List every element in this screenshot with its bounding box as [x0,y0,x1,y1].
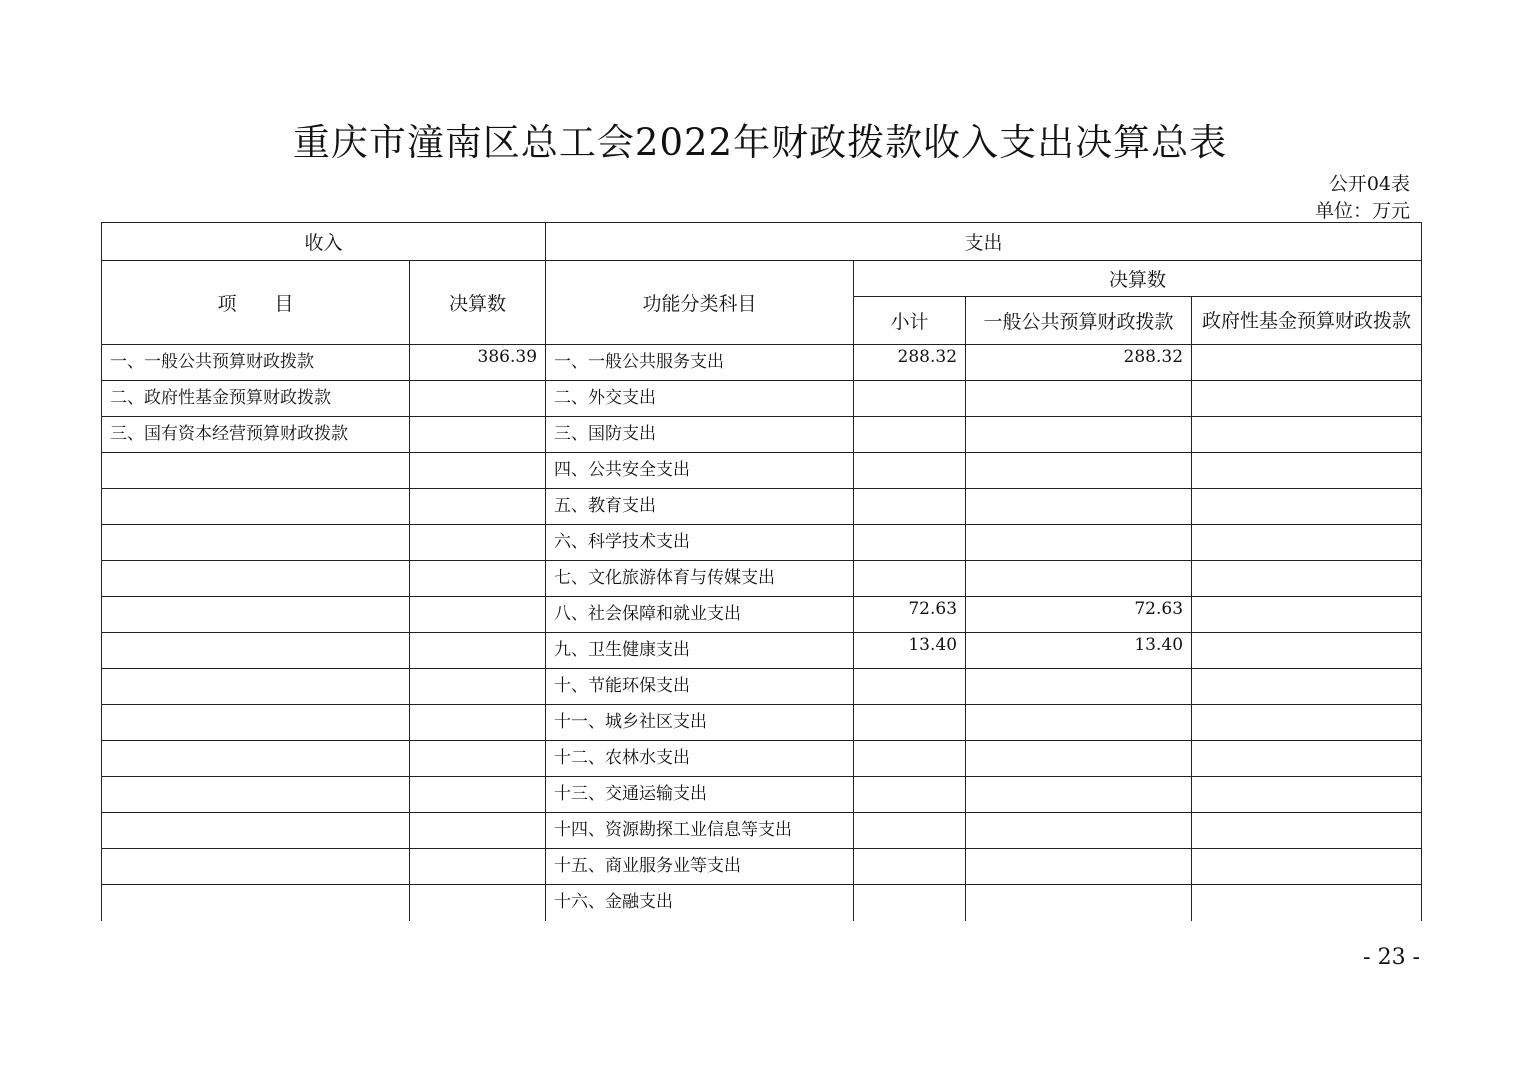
function-header: 功能分类科目 [546,261,854,345]
function-cell: 十、节能环保支出 [546,669,854,705]
income-value-cell [410,525,546,561]
unit-label: 单位：万元 [1314,200,1410,222]
income-item-cell [102,777,410,813]
function-cell: 十六、金融支出 [546,885,854,921]
income-item-cell [102,705,410,741]
fund-cell [1192,417,1422,453]
function-cell: 十五、商业服务业等支出 [546,849,854,885]
function-cell: 一、一般公共服务支出 [546,345,854,381]
subtotal-cell [854,777,966,813]
general-cell [966,561,1192,597]
function-cell: 七、文化旅游体育与传媒支出 [546,561,854,597]
fund-cell [1192,453,1422,489]
subtotal-cell [854,489,966,525]
subtotal-cell [854,705,966,741]
function-cell: 八、社会保障和就业支出 [546,597,854,633]
function-cell: 四、公共安全支出 [546,453,854,489]
income-value-cell [410,417,546,453]
subtotal-cell: 288.32 [854,345,966,381]
income-value-cell: 386.39 [410,345,546,381]
function-cell: 三、国防支出 [546,417,854,453]
table-row [102,417,1422,453]
general-header: 一般公共预算财政拨款 [966,297,1192,345]
fund-cell [1192,741,1422,777]
table-row [102,453,1422,489]
fund-cell [1192,669,1422,705]
fund-cell [1192,597,1422,633]
table-row [102,669,1422,705]
subtotal-cell [854,669,966,705]
table-row [102,381,1422,417]
table-row [102,885,1422,921]
general-cell [966,417,1192,453]
table-row [102,561,1422,597]
table-row [102,741,1422,777]
income-value-cell [410,813,546,849]
subtotal-cell [854,849,966,885]
fund-cell [1192,813,1422,849]
income-item-cell [102,849,410,885]
subtotal-cell [854,561,966,597]
function-cell: 十四、资源勘探工业信息等支出 [546,813,854,849]
general-cell [966,849,1192,885]
fund-cell [1192,849,1422,885]
amount-header: 决算数 [410,261,546,345]
general-cell [966,489,1192,525]
subtotal-cell [854,417,966,453]
table-row [102,813,1422,849]
function-cell: 十二、农林水支出 [546,741,854,777]
general-cell [966,669,1192,705]
function-cell: 二、外交支出 [546,381,854,417]
budget-table [101,222,1422,921]
income-item-cell [102,741,410,777]
income-value-cell [410,561,546,597]
income-value-cell [410,597,546,633]
general-cell [966,777,1192,813]
function-cell: 六、科学技术支出 [546,525,854,561]
general-cell: 13.40 [966,633,1192,669]
table-row [102,597,1422,633]
subtotal-cell [854,885,966,921]
subtotal-cell: 72.63 [854,597,966,633]
income-value-cell [410,633,546,669]
income-item-cell [102,633,410,669]
income-value-cell [410,849,546,885]
function-cell: 五、教育支出 [546,489,854,525]
subtotal-cell [854,741,966,777]
page-title: 重庆市潼南区总工会2022年财政拨款收入支出决算总表 [292,121,1228,164]
subtotal-cell [854,813,966,849]
general-cell [966,525,1192,561]
page-number: - 23 - [1363,945,1420,970]
fund-cell [1192,345,1422,381]
table-row [102,705,1422,741]
table-row [102,777,1422,813]
subtotal-cell [854,525,966,561]
general-cell [966,813,1192,849]
income-item-cell [102,885,410,921]
income-value-cell [410,489,546,525]
income-item-cell [102,453,410,489]
fund-cell [1192,381,1422,417]
table-row [102,525,1422,561]
form-number: 公开04表 [1328,173,1410,195]
general-cell [966,885,1192,921]
income-item-cell [102,489,410,525]
fund-cell [1192,633,1422,669]
subtotal-header: 小计 [854,297,966,345]
income-item-cell [102,561,410,597]
fund-header: 政府性基金预算财政拨款 [1192,297,1422,345]
table-row [102,849,1422,885]
expense-header: 支出 [546,223,1422,261]
income-item-cell: 二、政府性基金预算财政拨款 [102,381,410,417]
table-row [102,345,1422,381]
table-row [102,489,1422,525]
general-cell: 288.32 [966,345,1192,381]
income-value-cell [410,669,546,705]
income-value-cell [410,705,546,741]
function-cell: 十一、城乡社区支出 [546,705,854,741]
subtotal-cell: 13.40 [854,633,966,669]
income-value-cell [410,453,546,489]
general-cell [966,381,1192,417]
subtotal-cell [854,381,966,417]
item-header: 项 目 [102,261,410,345]
income-item-cell [102,525,410,561]
general-cell [966,453,1192,489]
subtotal-cell [854,453,966,489]
general-cell [966,741,1192,777]
fund-cell [1192,525,1422,561]
income-value-cell [410,885,546,921]
income-item-cell [102,669,410,705]
fund-cell [1192,561,1422,597]
fund-cell [1192,705,1422,741]
general-cell: 72.63 [966,597,1192,633]
fund-cell [1192,489,1422,525]
function-cell: 九、卫生健康支出 [546,633,854,669]
income-value-cell [410,741,546,777]
income-value-cell [410,777,546,813]
function-cell: 十三、交通运输支出 [546,777,854,813]
income-item-cell [102,813,410,849]
final-header: 决算数 [854,261,1422,297]
table-row [102,633,1422,669]
income-item-cell: 一、一般公共预算财政拨款 [102,345,410,381]
income-item-cell: 三、国有资本经营预算财政拨款 [102,417,410,453]
fund-cell [1192,885,1422,921]
general-cell [966,705,1192,741]
fund-cell [1192,777,1422,813]
income-item-cell [102,597,410,633]
income-value-cell [410,381,546,417]
income-header: 收入 [102,223,546,261]
